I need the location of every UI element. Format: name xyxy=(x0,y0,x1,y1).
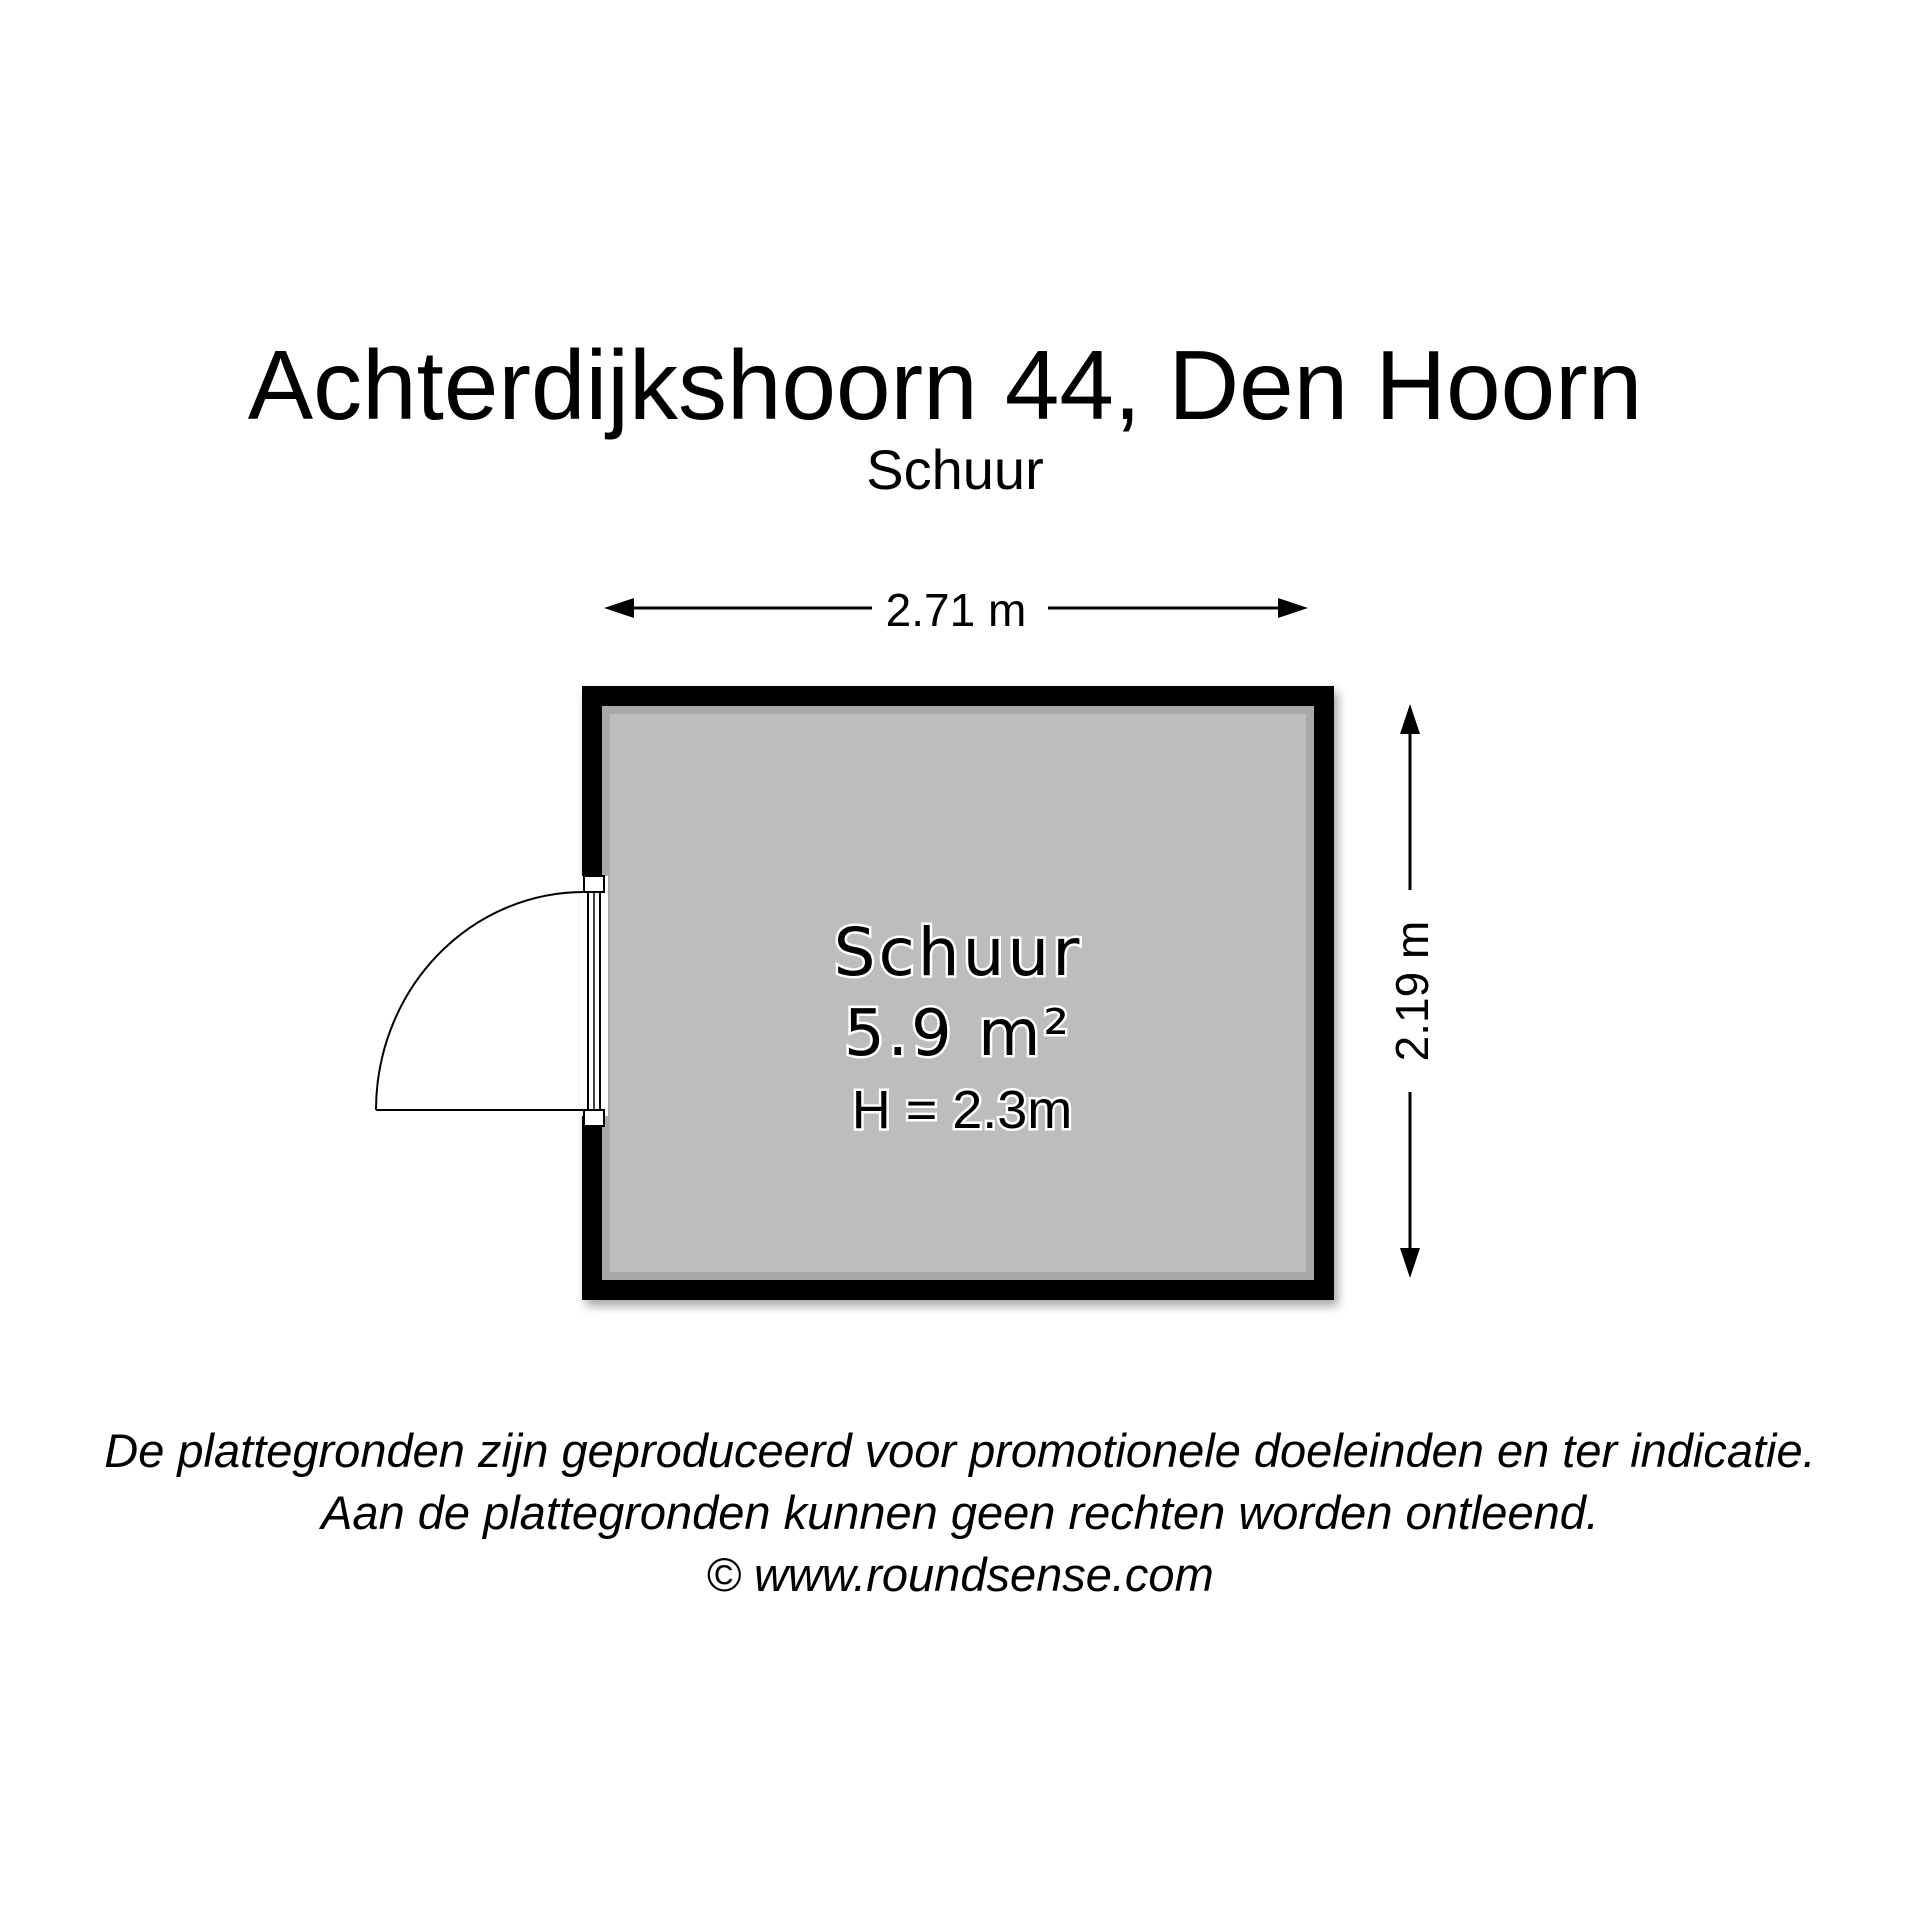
plan-title: Achterdijkshoorn 44, Den Hoorn xyxy=(247,330,1643,440)
disclaimer-line-1: De plattegronden zijn geproduceerd voor promotionele doeleinden en ter indicatie. xyxy=(104,1424,1816,1477)
copyright-link[interactable]: © www.roundsense.com xyxy=(706,1548,1214,1601)
arrow-down-icon xyxy=(1400,1248,1420,1278)
height-label: 2.19 m xyxy=(1386,920,1438,1062)
room-schuur xyxy=(582,686,1334,1300)
disclaimer xyxy=(0,1420,1920,1606)
width-label: 2.71 m xyxy=(885,584,1027,636)
plan-subtitle: Schuur xyxy=(866,438,1044,501)
disclaimer-line-2: Aan de plattegronden kunnen geen rechten worden ontleend. xyxy=(321,1486,1599,1539)
door xyxy=(376,876,608,1126)
arrow-right-icon xyxy=(1278,598,1308,618)
arrow-left-icon xyxy=(604,598,634,618)
room-area: 5.9 m² xyxy=(843,997,1073,1071)
room-name: Schuur xyxy=(833,914,1083,991)
room-ceiling-height: H = 2.3m xyxy=(851,1080,1073,1140)
width-dimension xyxy=(604,584,1308,636)
arrow-up-icon xyxy=(1400,704,1420,734)
door-swing-arc xyxy=(376,892,584,1110)
room-floor xyxy=(606,710,1310,1276)
height-dimension xyxy=(1386,704,1438,1278)
